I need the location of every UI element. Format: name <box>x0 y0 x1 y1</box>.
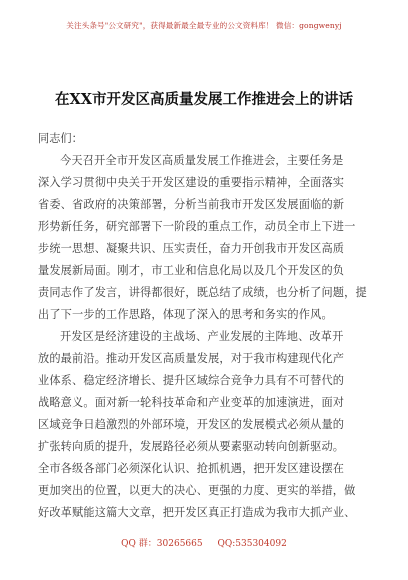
body-line: 业体系、稳定经济增长、提升区域综合竞争力具有不可替代的 <box>38 374 345 387</box>
body-line: 战略意义。面对新一轮科技革命和产业变革的加速演进，面对 <box>38 396 345 409</box>
body-line: 区域竞争日趋激烈的外部环境，开发区的发展模式必须从量的 <box>38 418 345 431</box>
document-body <box>38 128 372 524</box>
body-line: 好改革赋能这篇大文章，把开发区真正打造成为我市大抓产业、 <box>38 506 356 519</box>
qq-number: QQ:535304092 <box>217 539 287 549</box>
body-line: 步统一思想、凝聚共识、压实责任，奋力开创我市开发区高质 <box>38 242 345 255</box>
body-line: 形势新任务，研究部署下一阶段的重点工作，动员全市上下进一 <box>38 220 356 233</box>
body-line: 今天召开全市开发区高质量发展工作推进会，主要任务是 <box>60 154 344 167</box>
body-line: 责同志作了发言，讲得都很好，既总结了成绩，也分析了问题，提 <box>38 286 367 299</box>
body-line: 更加突出的位置，以更大的决心、更强的力度、更实的举措，做 <box>38 484 356 497</box>
qq-group-number: QQ 群：30265665 <box>121 539 203 549</box>
body-line: 省委、省政府的决策部署，分析当前我市开发区发展面临的新 <box>38 198 345 211</box>
body-line: 深入学习贯彻中央关于开发区建设的重要指示精神，全面落实 <box>38 176 345 189</box>
body-line: 量发展新局面。刚才，市工业和信息化局以及几个开发区的负 <box>38 264 345 277</box>
body-line: 放的最前沿。推动开发区高质量发展，对于我市构建现代化产 <box>38 352 345 365</box>
body-line: 全市各级各部门必须深化认识、抢抓机遇，把开发区建设摆在 <box>38 462 345 475</box>
document-title: 在XX市开发区高质量发展工作推进会上的讲话 <box>55 91 353 108</box>
salutation: 同志们： <box>38 132 83 145</box>
header-banner: 关注头条号"公文研究"，获得最新最全最专业的公文资料库！ 微信：gongwenyj <box>66 21 342 30</box>
body-line: 扩张转向质的提升，发展路径必须从要素驱动转向创新驱动。 <box>38 440 345 453</box>
footer-contacts <box>0 536 408 549</box>
body-line: 出了下一步的工作思路，体现了深入的思考和务实的作风。 <box>38 308 333 321</box>
body-line: 开发区是经济建设的主战场、产业发展的主阵地、改革开 <box>60 330 344 343</box>
